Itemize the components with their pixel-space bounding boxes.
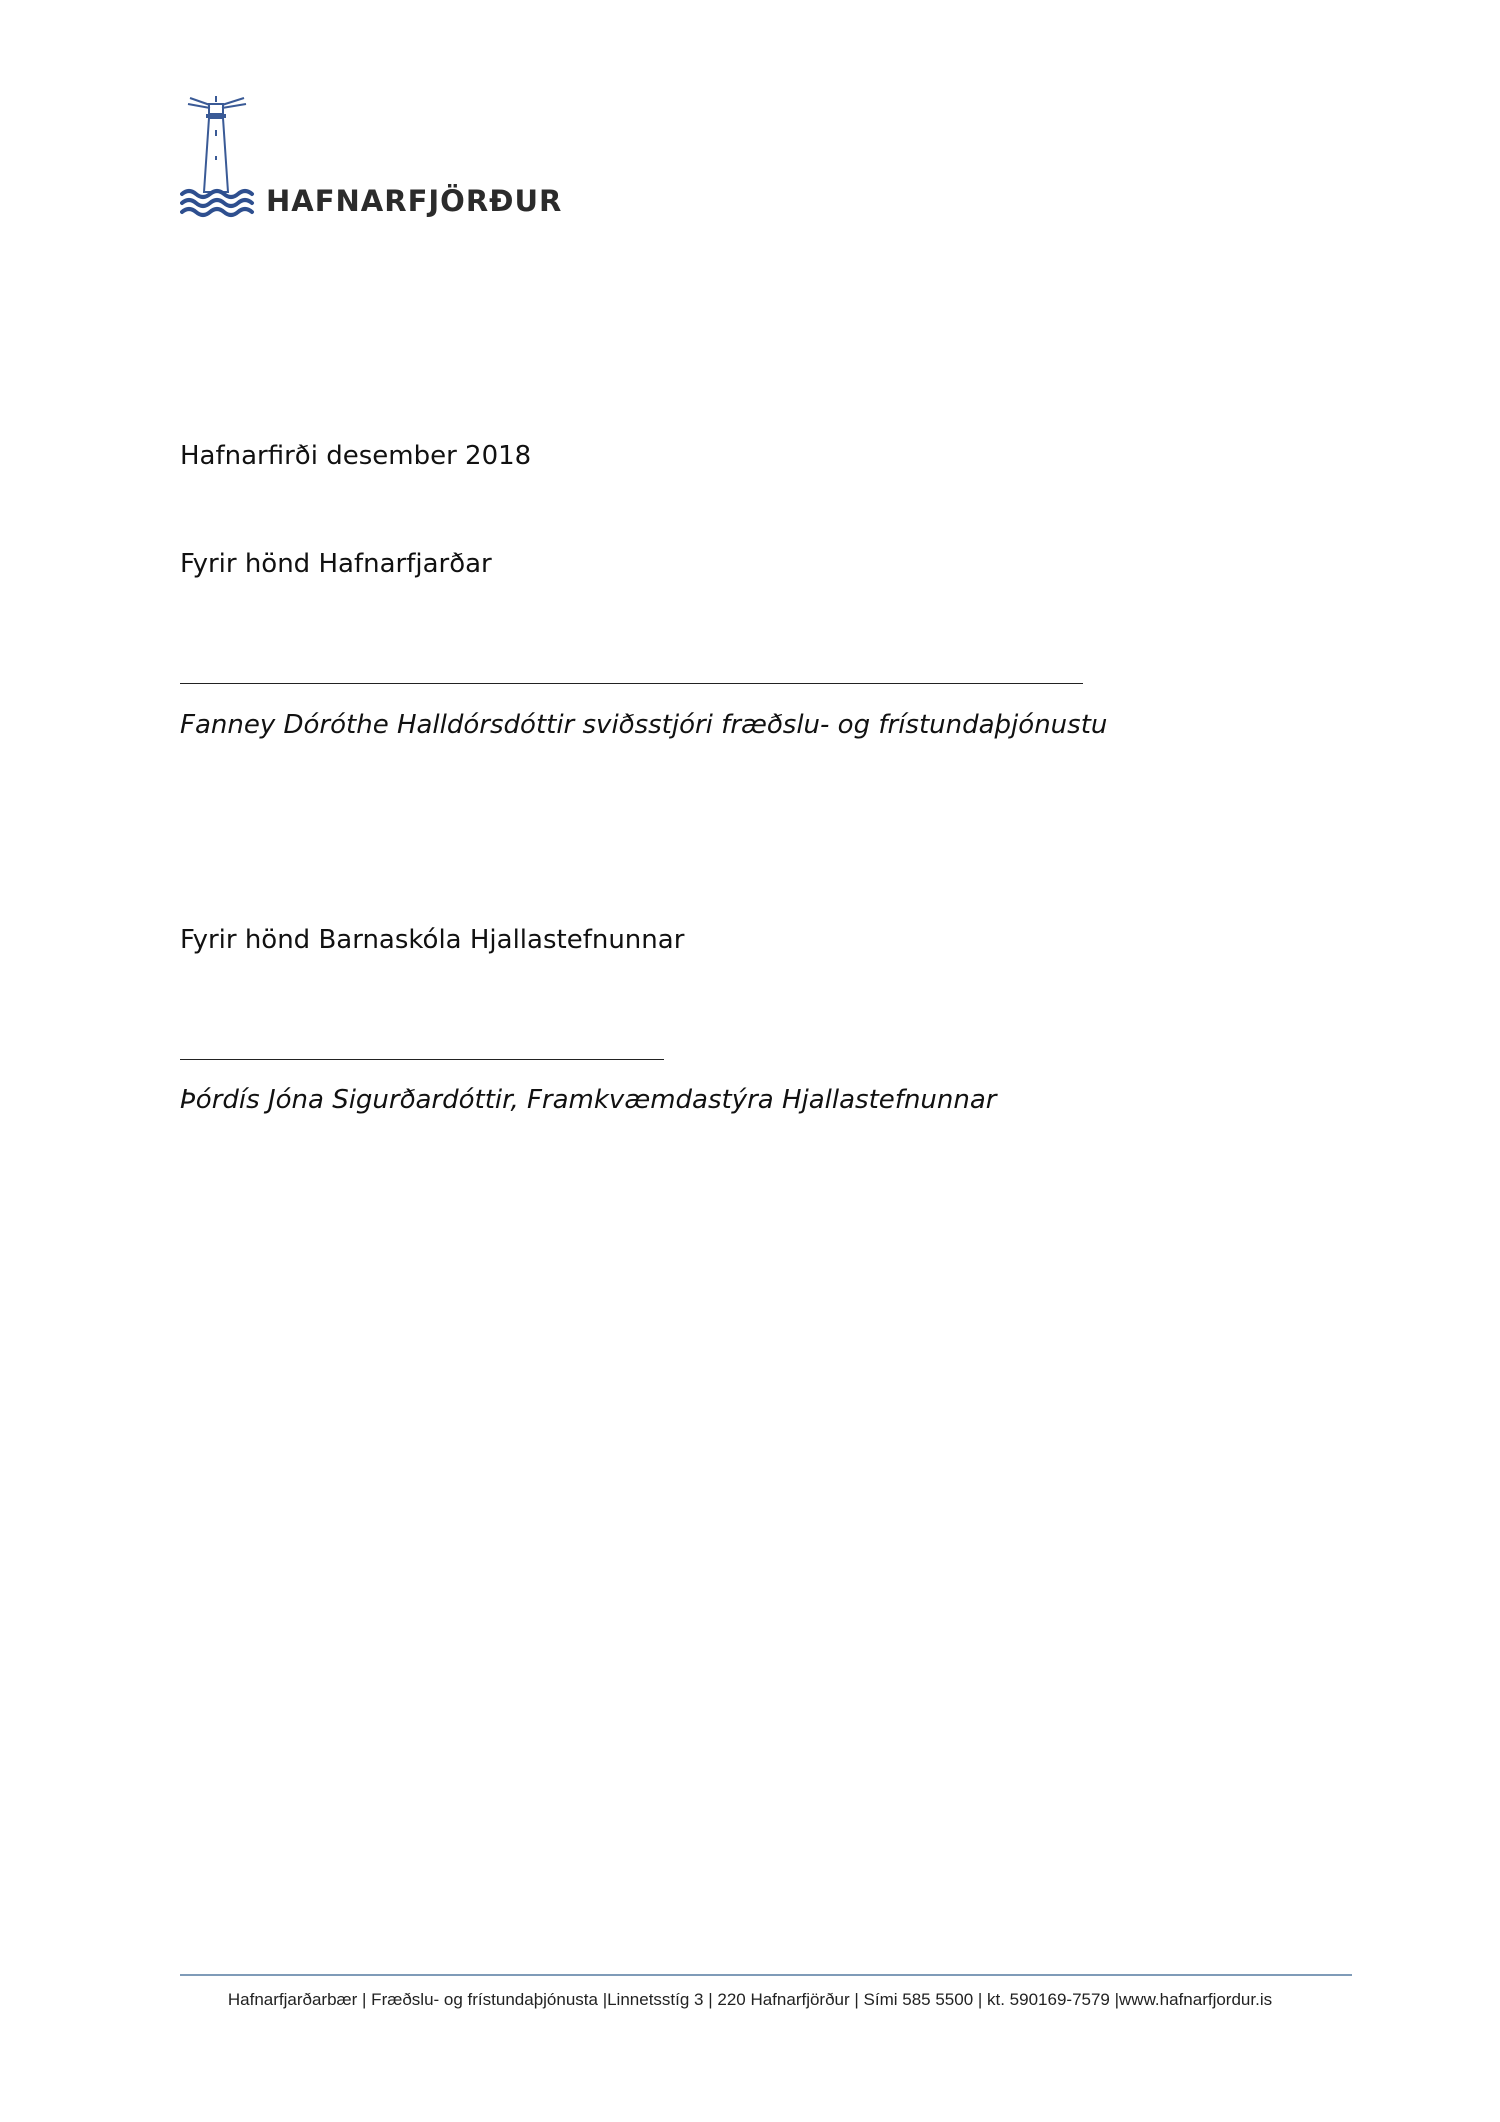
party1-heading: Fyrir hönd Hafnarfjarðar bbox=[180, 549, 492, 579]
footer-contact-info: Hafnarfjarðarbær | Fræðslu- og frístundaþjónusta |Linnetsstíg 3 | 220 Hafnarfjörður | Sími 585 5500 | kt. 590169-7579 |www.hafnarfjordur.is bbox=[227, 1990, 1273, 2009]
party1-signatory: Fanney Dóróthe Halldórsdóttir sviðsstjóri fræðslu- og frístundaþjónustu bbox=[180, 710, 1108, 740]
party1-signature-line bbox=[180, 683, 1083, 684]
party2-heading: Fyrir hönd Barnaskóla Hjallastefnunnar bbox=[180, 925, 685, 955]
hafnarfjordur-logo bbox=[180, 96, 563, 222]
logo-wordmark: HAFNARFJÖRÐUR bbox=[266, 184, 563, 218]
party2-signature-line bbox=[180, 1059, 664, 1060]
place-and-date: Hafnarfirði desember 2018 bbox=[180, 441, 532, 471]
party2-signatory: Þórdís Jóna Sigurðardóttir, Framkvæmdastýra Hjallastefnunnar bbox=[180, 1085, 997, 1115]
lighthouse-icon bbox=[180, 96, 260, 222]
footer-rule bbox=[180, 1974, 1352, 1976]
